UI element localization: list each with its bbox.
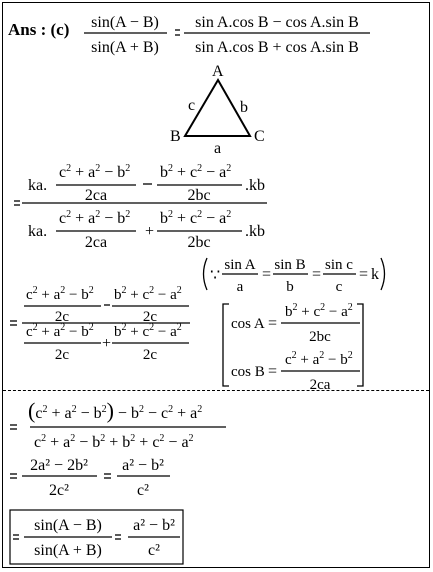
sine-rule-b: b: [286, 279, 294, 295]
final-lhs-num: sin(A − B): [34, 517, 102, 534]
lhs-denominator: sin(A + B): [91, 39, 159, 56]
step2-den-den2: 2bc: [187, 234, 211, 251]
sine-rule-c: c: [335, 279, 343, 295]
sine-rule-sinB: sin B: [274, 257, 306, 273]
svg-text:=: =: [268, 363, 278, 380]
svg-text:c2 + a2 − b2: $c^2 + a^2 - b^2$: [59, 163, 131, 181]
svg-text:c2 + a2 − b2: $c^2 + a^2 - b^2$: [285, 350, 353, 368]
final-rhs-num: a² − b²: [133, 517, 175, 534]
step5-rhs-num: a² − b²: [122, 457, 164, 474]
final-rhs-den: c²: [148, 542, 160, 559]
step5-num: 2a² − 2b²: [30, 457, 88, 474]
step5-rhs-den: c²: [137, 482, 149, 499]
svg-text:c2 + a2 − b2: $c^2 + a^2 - b^2$: [26, 285, 94, 303]
sine-rule-sinc: sin c: [325, 257, 353, 273]
svg-text:+: +: [102, 335, 112, 352]
vertex-c-label: C: [254, 128, 265, 145]
rhs-numerator: sin A.cos B − cos A.sin B: [195, 14, 359, 31]
svg-text:b2 + c2 − a2: $b^2 + c^2 - a^2$: [160, 163, 232, 181]
side-c-label: c: [188, 97, 196, 114]
side-a-label: a: [214, 140, 222, 157]
answer-label: Ans : (c): [8, 20, 70, 39]
cosA-label: cos A: [231, 316, 265, 332]
step3-den-den2: 2c: [142, 347, 158, 363]
svg-text:b2 + c2 − a2: $b^2 + c^2 - a^2$: [114, 322, 182, 340]
sine-rule-k: k: [371, 266, 379, 283]
svg-text:c2 + a2 − b2: $c^2 + a^2 - b^2$: [26, 322, 94, 340]
cosA-den: 2bc: [309, 329, 331, 345]
rhs-denominator: sin A.cos B + cos A.sin B: [195, 39, 359, 56]
svg-text:b2 + c2 − a2: $b^2 + c^2 - a^2$: [285, 302, 353, 320]
cosB-label: cos B: [231, 364, 265, 380]
vertex-b-label: B: [170, 128, 181, 145]
step2-den-suffix: .kb: [245, 223, 265, 240]
step3-num-den2: 2c: [142, 309, 158, 325]
step2-num-den1: 2ca: [84, 187, 108, 204]
step3-den-den1: 2c: [54, 347, 70, 363]
svg-text:=: =: [262, 266, 272, 283]
step2-den-prefix: ka.: [28, 223, 48, 240]
final-lhs-den: sin(A + B): [34, 542, 102, 559]
svg-text:+: +: [145, 223, 155, 240]
sine-rule-sinA: sin A: [224, 257, 256, 273]
svg-text:=: =: [312, 266, 322, 283]
svg-text:c2 + a2 − b2 + b2 + c2 − a2: $c^2 + a^2 - b^2 + b^2 + c^2 - a^2$: [34, 433, 194, 451]
svg-text:b2 + c2 − a2: $b^2 + c^2 - a^2$: [114, 285, 182, 303]
side-b-label: b: [240, 99, 248, 116]
step5-den: 2c²: [49, 482, 69, 499]
svg-text:(c2 + a2 − b2) − b2 − c2 + a2: $(c^2 + a^2 - b^2) - b^2 - c^2 + a^2$: [28, 398, 203, 423]
svg-text:c2 + a2 − b2: $c^2 + a^2 - b^2$: [59, 209, 131, 227]
vertex-a-label: A: [212, 63, 224, 80]
lhs-numerator: sin(A − B): [91, 14, 159, 31]
because-symbol: ∵: [210, 267, 221, 284]
step2-num-prefix: ka.: [28, 177, 48, 194]
sine-rule-a: a: [236, 279, 244, 295]
cosB-den: 2ca: [309, 377, 331, 393]
step2-den-den1: 2ca: [84, 234, 108, 251]
step2-num-den2: 2bc: [187, 187, 211, 204]
step2-num-suffix: .kb: [245, 177, 265, 194]
step3-num-den1: 2c: [54, 309, 70, 325]
svg-text:=: =: [268, 315, 278, 332]
svg-text:b2 + c2 − a2: $b^2 + c^2 - a^2$: [160, 209, 232, 227]
svg-text:=: =: [359, 266, 369, 283]
